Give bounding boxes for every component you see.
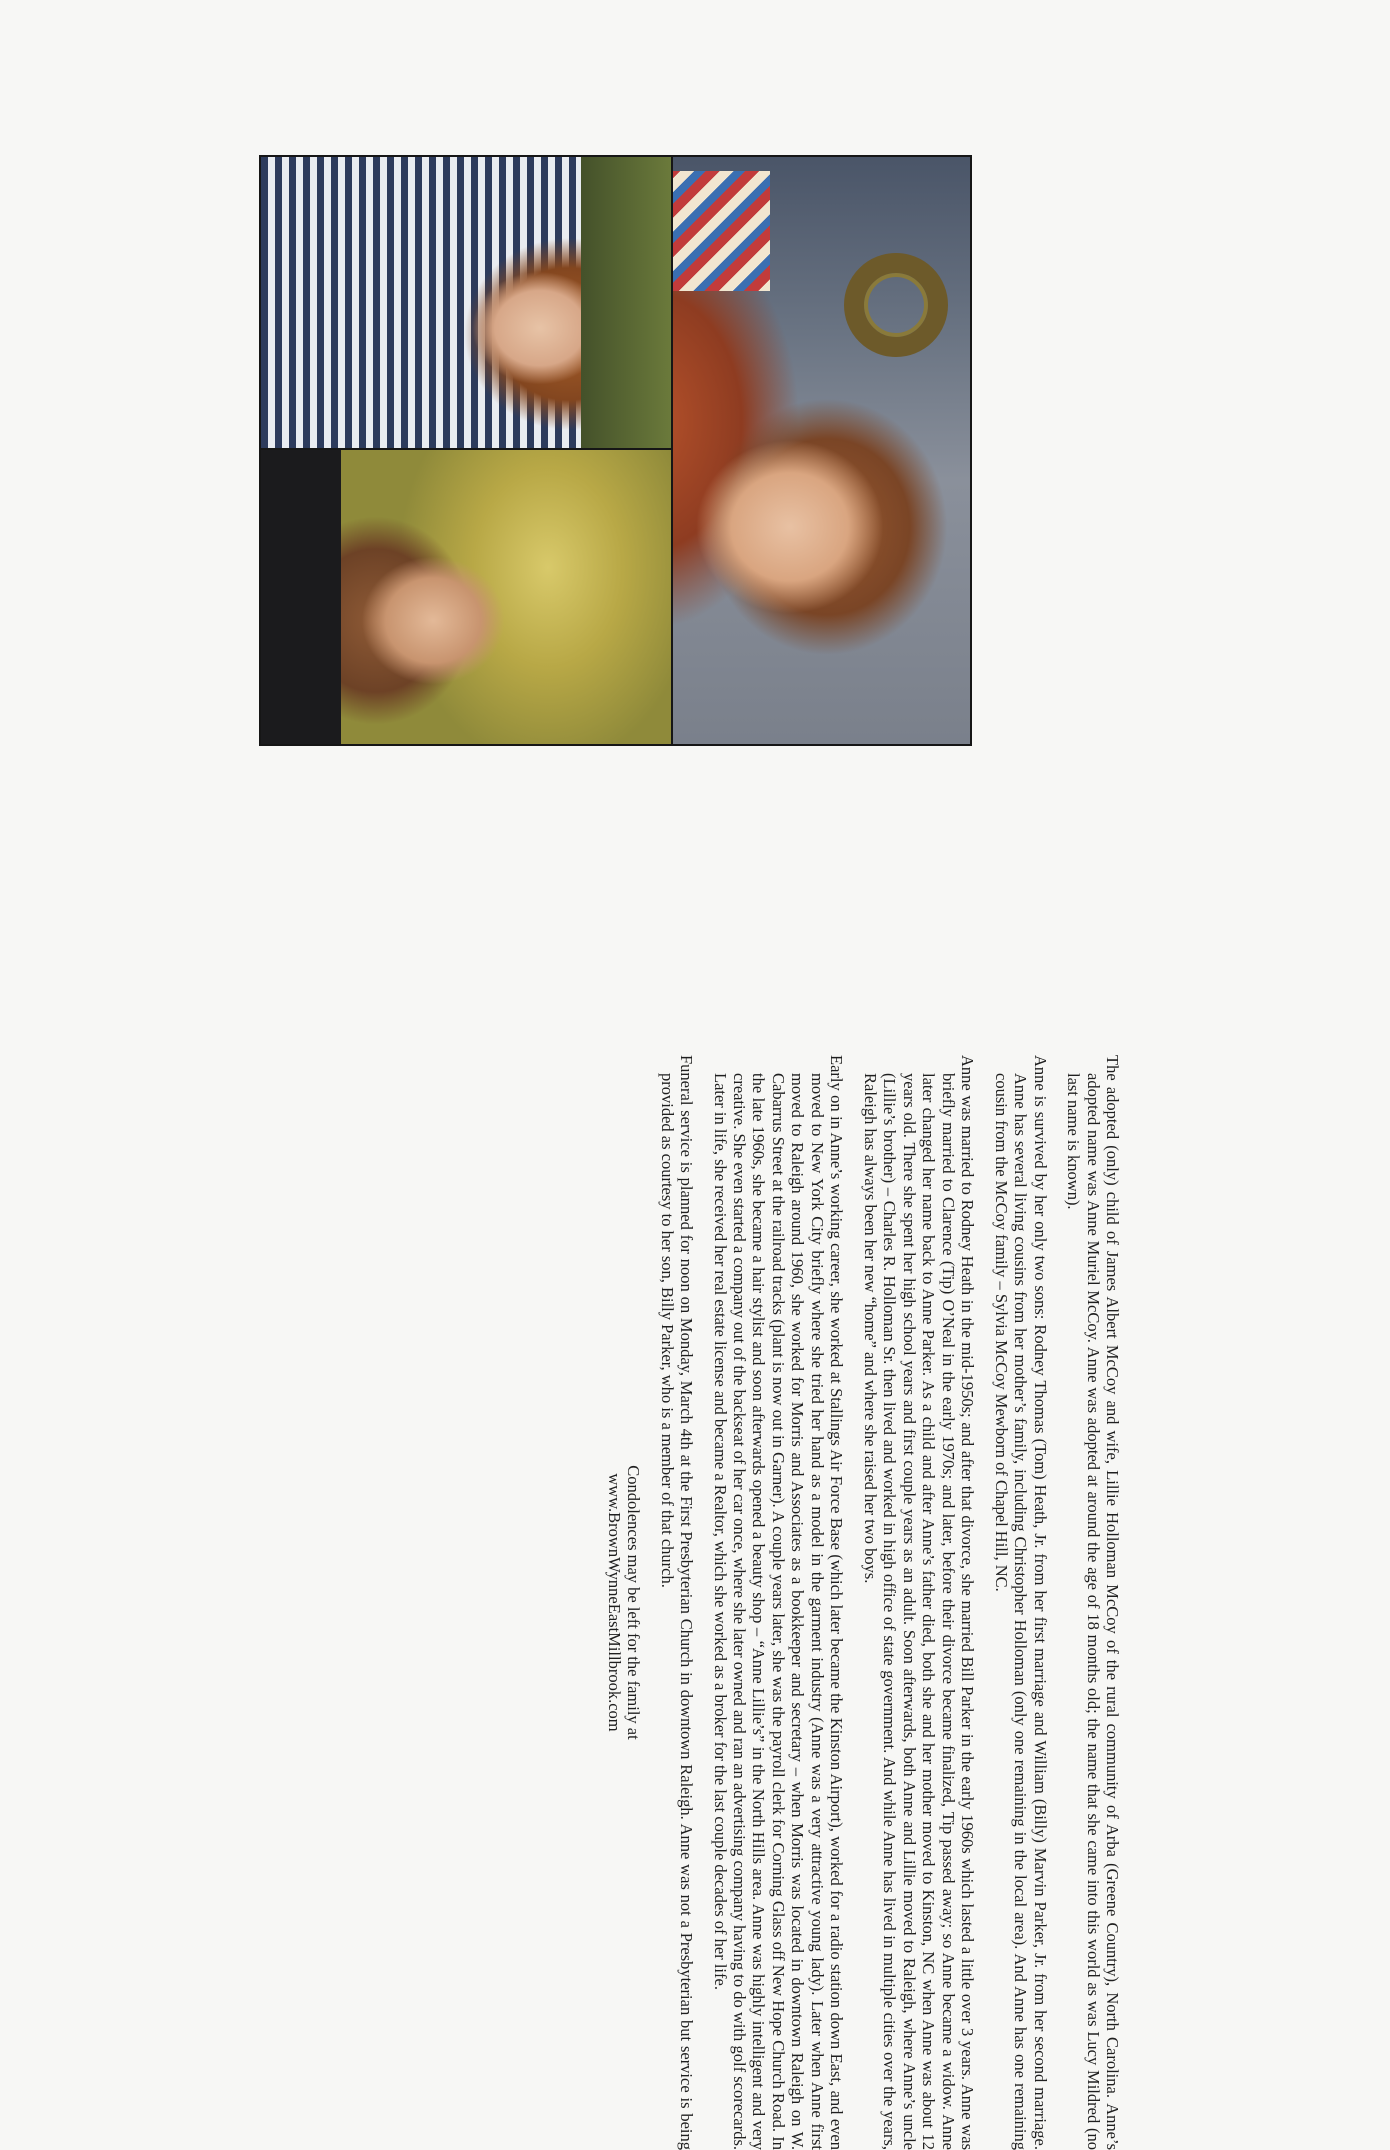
obituary-text [604,1055,1122,2150]
photo-dark-clothing [261,450,341,744]
photo-background-foliage [581,157,671,452]
photo-christmas-portrait [628,155,972,746]
paragraph-career: Early on in Anne’s working career, she worked at Stallings Air Force Base (which later became the Kinston Airport), worked for a radio station down East, and even moved to New York City briefly where she tried her hand as a model in the garment industry (Anne was a very attractive young lady). Later when Anne first moved to Raleigh around 1960, she worked for Morris and Associates as a bookkeeper and secretary – when Morris was located in downtown Raleigh on W. Cabarrus Street at the railroad tracks (plant is now out in Garner). A couple years later, she was the payroll clerk for Corning Glass off New Hope Church Road. In the late 1960s, she became a hair stylist and soon afterwards opened a beauty shop – “Anne Lillie’s” in the North Hills area. Anne was highly intelligent and very creative. She even started a company out of the backseat of her car once, where she later owned and ran an advertising company having to do with golf scorecards. Later in life, she received her real estate license and became a Realtor, which she worked as a broker for the last couple decades of her life. [710,1055,847,2150]
photo-striped-dress [259,155,673,454]
photo-autographed-portrait [259,448,673,746]
condolences-line: Condolences may be left for the family at [624,1465,644,1740]
condolences-url: www.BrownWynneEastMillbrook.com [604,1473,624,1732]
gift-bag [666,171,770,291]
condolences-block [604,1055,643,2150]
paragraph-adoption: The adopted (only) child of James Albert McCoy and wife, Lillie Holloman McCoy of the rural community of Arba (Greene Country), North Carolina. Anne’s adopted name was Anne Muriel McCoy. Anne was adopted at around the age of 18 months old; the name that she came into this world as was Lucy Mildred (no last name is known). [1064,1055,1122,2150]
paragraph-marriages: Anne was married to Rodney Heath in the mid-1950s; and after that divorce, she married Bill Parker in the early 1960s which lasted a little over 3 years. Anne was briefly married to Clarence (Tip) O’Neal in the early 1970s; and later, before their divorce became finalized, Tip passed away; so Anne became a widow. Anne later changed her name back to Anne Parker. As a child and after Anne’s father died, both she and her mother moved to Kinston, NC when Anne was about 12 years old. There she spent her high school years and first couple years as an adult. Soon afterwards, both Anne and Lillie moved to Raleigh, where Anne’s uncle (Lillie’s brother) – Charles R. Holloman Sr. then lived and worked in high office of state government. And while Anne has lived in multiple cities over the years, Raleigh has always been her new “home” and where she raised her two boys. [860,1055,978,2150]
paragraph-survivors: Anne is survived by her only two sons: Rodney Thomas (Tom) Heath, Jr. from her first marriage and William (Billy) Marvin Parker, Jr. from her second marriage. Anne has several living cousins from her mother’s family, including Christopher Holloman (only one remaining in the local area). And Anne has one remaining cousin from the McCoy family – Sylvia McCoy Mewborn of Chapel Hill, NC. [991,1055,1050,2150]
paragraph-funeral: Funeral service is planned for noon on Monday, March 4th at the First Presbyterian Church in downtown Raleigh. Anne was not a Presbyterian but service is being provided as courtesy to her son, Billy Parker, who is a member of that church. [657,1055,697,2150]
wreath-decoration [844,253,948,357]
